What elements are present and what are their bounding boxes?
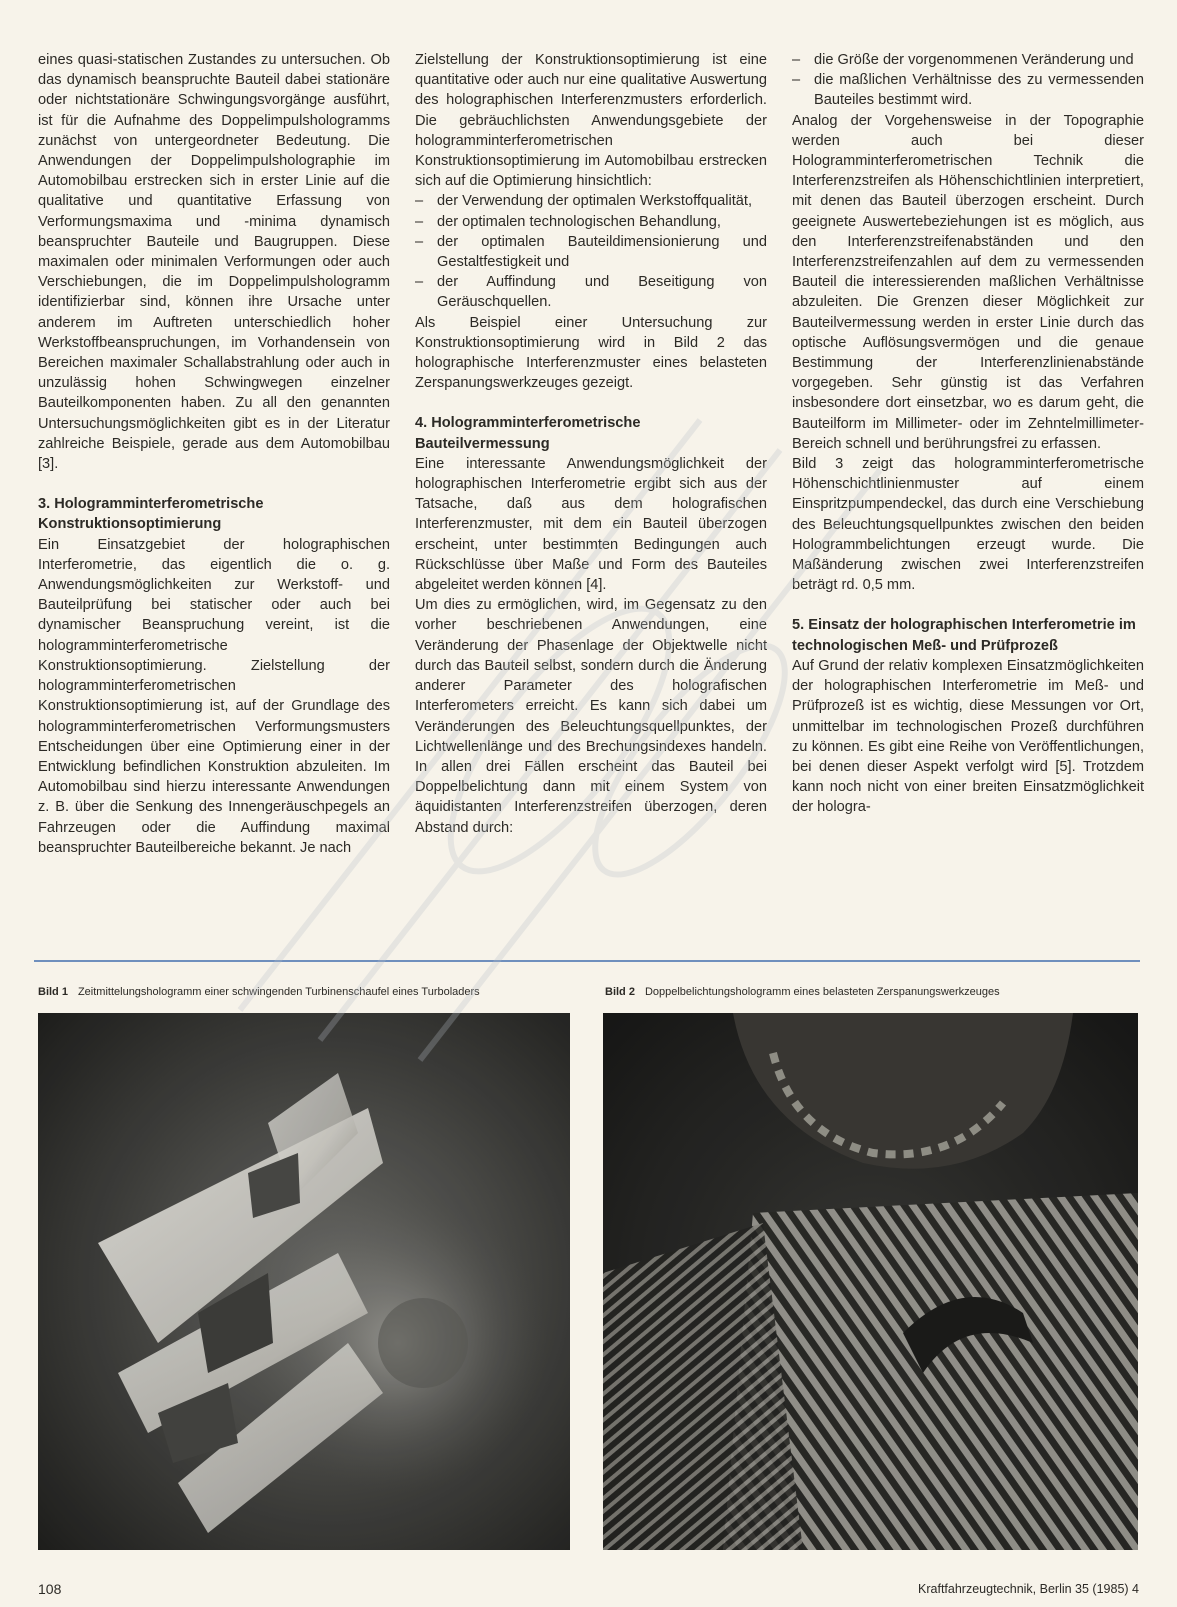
- figure-1-caption: [38, 985, 480, 999]
- list-item: – der Auffindung und Beseitigung von Geräuschquellen.: [415, 272, 767, 312]
- text-column-2: [415, 50, 767, 838]
- section-divider: [34, 960, 1140, 962]
- block-spacer: [415, 393, 767, 413]
- section-heading: 3. Hologramminterferometrische Konstruktionsoptimierung: [38, 496, 264, 533]
- figure-1-caption-text: Zeitmittelungshologramm einer schwingenden Turbinenschaufel eines Turboladers: [77, 986, 480, 998]
- figure-2-caption-text: Doppelbelichtungshologramm eines belasteten Zerspanungswerkzeuges: [644, 986, 1000, 998]
- list-item: – der optimalen Bauteildimensionierung und Gestaltfestigkeit und: [415, 232, 767, 272]
- text-column-1: [38, 50, 390, 858]
- cutting-tool-hologram: [603, 1013, 1138, 1550]
- page-number: 108: [38, 1581, 62, 1597]
- figure-1-label: Bild 1: [38, 986, 68, 998]
- paragraph: Als Beispiel einer Untersuchung zur Konstruktionsoptimierung wird in Bild 2 das holographische Interferenzmuster eines belasteten Zerspanungswerkzeuges gezeigt.: [415, 314, 767, 392]
- figure-2-label: Bild 2: [605, 986, 635, 998]
- paragraph: Um dies zu ermöglichen, wird, im Gegensatz zu den vorher beschriebenen Anwendungen, eine Veränderung der Phasenlage der Objektwelle nicht durch das Bauteil selbst, sondern durch die Änderung anderer Parameter des holografischen Interferometers erreicht. Es kann sich dabei um Veränderungen des Beleuchtungsquellpunktes, der Lichtwellenlänge und des Brechungsindexes handeln. In allen drei Fällen erscheint das Bauteil bei Doppelbelichtung dann mit einem System von äquidistanten Interferenzstreifen überzogen, deren Abstand durch:: [415, 597, 767, 836]
- paragraph: Auf Grund der relativ komplexen Einsatzmöglichkeiten der holographischen Interferometrie im Meß- und Prüfprozeß ist es wichtig, diese Messungen vor Ort, unmittelbar im technologischen Prozeß durchführen zu können. Es gibt eine Reihe von Veröffentlichungen, bei denen dieser Aspekt verfolgt wird [5]. Trotzdem kann noch nicht von einer breiten Einsatzmöglichkeit der hologra-: [792, 657, 1144, 816]
- list-item: – die maßlichen Verhältnisse des zu vermessenden Bauteiles bestimmt wird.: [792, 70, 1144, 110]
- section-heading: 4. Hologramminterferometrische Bauteilvermessung: [415, 415, 641, 452]
- paragraph: Analog der Vorgehensweise in der Topographie werden auch bei dieser Hologramminterferometrischen Technik die Interferenzstreifen als Höhenschichtlinien interpretiert, mit denen das Bauteil überzogen erscheint. Durch geeignete Auswertebeziehungen ist es möglich, aus den Interferenzstreifenabständen und den Interferenzstreifenzahlen auf dem zu vermessenden Bauteil die interessierenden maßlichen Verhältnisse abzuleiten. Die Grenzen dieser Möglichkeit zur Bauteilvermessung werden in erster Linie durch das optische Auflösungsvermögen und die genaue Bestimmung der Interferenzlinienabstände vorgegeben. Sehr günstig ist das Verfahren insbesondere dort einsetzbar, wo es darum geht, die Bauteilform im Millimeter- oder im Zehntelmillimeter-Bereich schnell und berührungsfrei zu erfassen.: [792, 112, 1144, 452]
- section-heading: 5. Einsatz der holographischen Interferometrie im technologischen Meß- und Prüfprozeß: [792, 617, 1136, 654]
- paragraph: Bild 3 zeigt das hologramminterferometrische Höhenschichtlinienmuster auf einem Einspritzpumpendeckel, das durch eine Verschiebung des Beleuchtungsquellpunktes zwischen den beiden Hologrammbelichtungen erzeugt wurde. Die Maßänderung zwischen zwei Interferenzstreifen beträgt rd. 0,5 mm.: [792, 456, 1144, 594]
- figure-2-caption: [605, 985, 1000, 999]
- turbine-blade-hologram: [38, 1013, 570, 1550]
- text-column-3: [792, 50, 1144, 818]
- figure-2-photo: [603, 1013, 1138, 1550]
- paragraph: Zielstellung der Konstruktionsoptimierung ist eine quantitative oder auch nur eine qualitative Auswertung des holographischen Interferenzmusters erforderlich. Die gebräuchlichsten Anwendungsgebiete der hologramminterferometrischen Konstruktionsoptimierung im Automobilbau erstrecken sich auf die Optimierung hinsichtlich:: [415, 52, 767, 190]
- list-item: – die Größe der vorgenommenen Veränderung und: [792, 50, 1144, 70]
- figure-1-photo: [38, 1013, 570, 1550]
- paragraph: Ein Einsatzgebiet der holographischen Interferometrie, das eigentlich die o. g. Anwendungsmöglichkeiten zur Werkstoff- und Bauteilprüfung bei statischer oder auch bei dynamischer Beanspruchung vereint, ist die hologramminterferometrische Konstruktionsoptimierung. Zielstellung der hologramminterferometrischen Konstruktionsoptimierung ist, auf der Grundlage des hologramminterferometrischen Verformungsmusters Entscheidungen über eine Optimierung einer in der Entwicklung befindlichen Konstruktion abzuleiten. Im Automobilbau sind hierzu interessante Anwendungen z. B. über die Senkung des Innengeräuschpegels an Fahrzeugen oder die Auffindung maximal beanspruchter Bauteilbereiche bekannt. Je nach: [38, 536, 390, 856]
- block-spacer: [792, 595, 1144, 615]
- block-spacer: [38, 474, 390, 494]
- paragraph: Eine interessante Anwendungsmöglichkeit der holographischen Interferometrie ergibt sich aus der Tatsache, daß aus dem holografischen Interferenzmuster, mit dem ein Bauteil überzogen erscheint, unter bestimmten Bedingungen auch Rückschlüsse über Maße und Form des Bauteiles abgeleitet werden können [4].: [415, 455, 767, 594]
- paragraph: eines quasi-statischen Zustandes zu untersuchen. Ob das dynamisch beanspruchte Bauteil dabei stationäre oder nichtstationäre Schwingungsvorgänge ausführt, ist für die Aufnahme des Doppelimpulshologramms zunächst von untergeordneter Bedeutung. Die Anwendungen der Doppelimpulsholographie im Automobilbau erstrecken sich in erster Linie auf die qualitative und quantitative Erfassung von Verformungsmaxima und -minima dynamisch beanspruchter Bauteile und Baugruppen. Diese maximalen oder minimalen Verformungen oder auch Verschiebungen, die im Doppelimpulshologramm identifizierbar sind, können ihre Ursache unter anderem im Auftreten unterschiedlich hoher Werkstoffbeanspruchungen, im Vorhandensein von Bereichen maximaler Schallabstrahlung oder auch in unzulässig hohen Schwingwegen einzelner Bauteilkomponenten haben. Zu all den genannten Untersuchungsmöglichkeiten gibt es in der Literatur zahlreiche Beispiele, gerade aus dem Automobilbau [3].: [38, 52, 390, 473]
- journal-citation: Kraftfahrzeugtechnik, Berlin 35 (1985) 4: [918, 1582, 1139, 1596]
- list-item: – der Verwendung der optimalen Werkstoffqualität,: [415, 191, 767, 211]
- list-item: – der optimalen technologischen Behandlung,: [415, 212, 767, 232]
